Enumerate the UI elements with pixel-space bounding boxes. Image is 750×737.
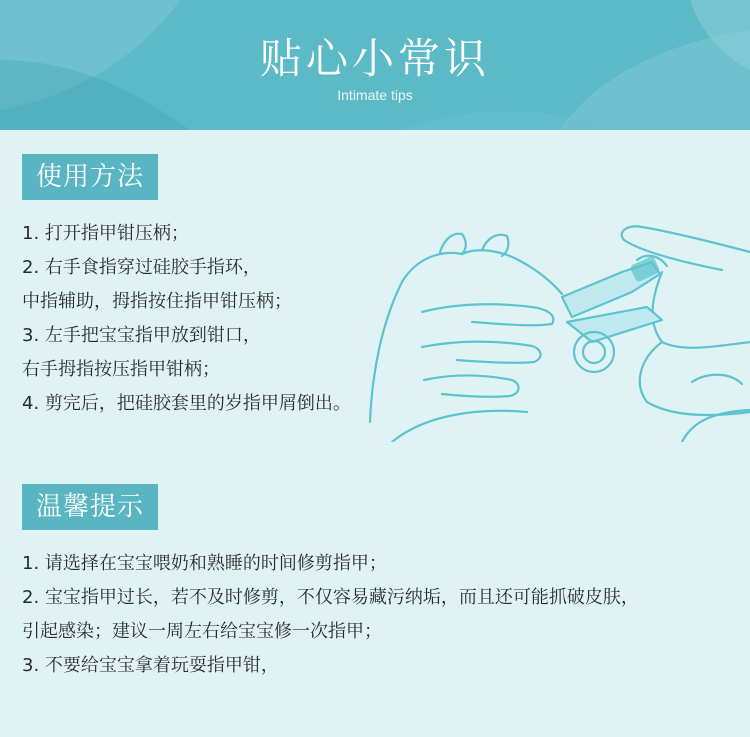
usage-step: 4. 剪完后，把硅胶套里的岁指甲屑倒出。	[22, 393, 351, 414]
tips-section-label: 温馨提示	[22, 484, 158, 530]
page-title: 贴心小常识	[259, 34, 490, 83]
usage-step: 3. 左手把宝宝指甲放到钳口，	[22, 325, 261, 346]
tip-item: 1. 请选择在宝宝喂奶和熟睡的时间修剪指甲；	[22, 553, 387, 574]
nail-clipper-hands-icon	[362, 212, 750, 446]
tip-item: 2. 宝宝指甲过长，若不及时修剪，不仅容易藏污纳垢，而且还可能抓破皮肤，	[22, 587, 639, 608]
tip-item: 引起感染；建议一周左右给宝宝修一次指甲；	[22, 621, 382, 642]
tips-list	[22, 547, 639, 683]
usage-section-label: 使用方法	[22, 154, 158, 200]
usage-step: 1. 打开指甲钳压柄；	[22, 223, 189, 244]
usage-step: 中指辅助，拇指按住指甲钳压柄；	[22, 291, 292, 312]
page-subtitle: Intimate tips	[337, 87, 413, 103]
tip-item: 3. 不要给宝宝拿着玩耍指甲钳，	[22, 655, 279, 676]
header-banner	[0, 0, 750, 130]
usage-step: 右手拇指按压指甲钳柄；	[22, 359, 220, 380]
usage-step: 2. 右手食指穿过硅胶手指环，	[22, 257, 261, 278]
usage-steps-list	[22, 217, 351, 421]
